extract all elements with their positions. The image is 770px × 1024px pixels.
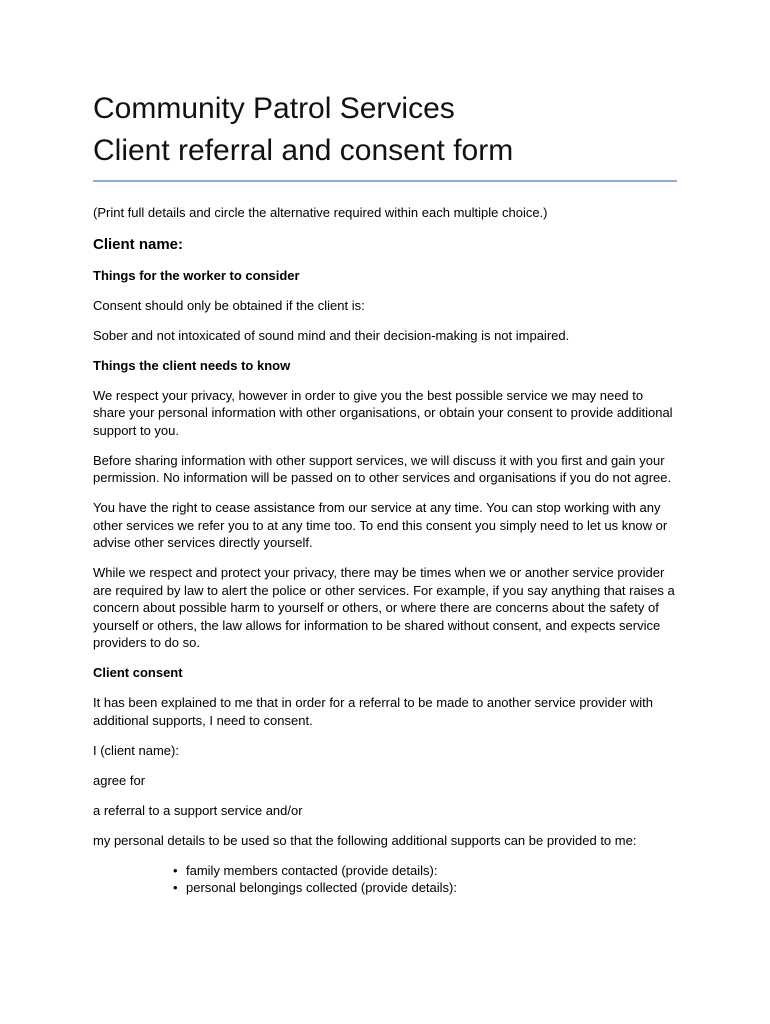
worker-section-heading: Things for the worker to consider	[93, 267, 300, 283]
agree-for-line: agree for	[93, 772, 146, 788]
privacy-paragraph: We respect your privacy, however in order to give you the best possible service we may need to share your personal information with other organisations, or obtain your consent to provide additional support to you.	[93, 387, 673, 438]
list-item	[173, 879, 677, 897]
list-item	[173, 862, 677, 880]
legal-obligation-paragraph: While we respect and protect your privacy, there may be times when we or another service provider are required by law to alert the police or other services. For example, if you say anything that raises a concern about possible harm to yourself or others, or where there are concerns about the safety of yourself or others, the law allows for information to be shared without consent, and expects service providers to do so.	[93, 565, 675, 650]
personal-details-line: my personal details to be used so that the following additional supports can be provided to me:	[93, 832, 637, 848]
referral-option-line: a referral to a support service and/or	[93, 802, 303, 818]
client-name-consent-line: I (client name):	[93, 742, 179, 758]
supports-list	[93, 862, 677, 897]
worker-paragraph: Consent should only be obtained if the client is:	[93, 297, 365, 313]
support-item-family: family members contacted (provide details):	[186, 862, 438, 878]
page-subtitle: Client referral and consent form	[93, 134, 514, 167]
consent-section-heading: Client consent	[93, 665, 183, 680]
client-know-section-heading: Things the client needs to know	[93, 357, 291, 373]
client-name-label: Client name:	[93, 235, 184, 253]
sharing-paragraph: Before sharing information with other support services, we will discuss it with you first and gain your permission. No information will be passed on to other services and organisations if you do not agree.	[93, 452, 672, 485]
bullet-icon: •	[173, 880, 178, 895]
worker-paragraph: Sober and not intoxicated of sound mind and their decision-making is not impaired.	[93, 327, 570, 343]
cease-assistance-paragraph: You have the right to cease assistance from our service at any time. You can stop working with any other services we refer you to at any time too. To end this consent you simply need to let us know or advise other services directly yourself.	[93, 500, 668, 550]
bullet-icon: •	[173, 862, 178, 878]
page-title: Community Patrol Services	[93, 92, 455, 125]
title-divider	[93, 180, 677, 182]
form-page	[93, 88, 677, 897]
support-item-belongings: personal belongings collected (provide details):	[186, 880, 457, 895]
consent-explanation-paragraph: It has been explained to me that in order for a referral to be made to another service provider with additional supports, I need to consent.	[93, 695, 654, 728]
instruction-text: (Print full details and circle the alternative required within each multiple choice.)	[93, 205, 548, 220]
